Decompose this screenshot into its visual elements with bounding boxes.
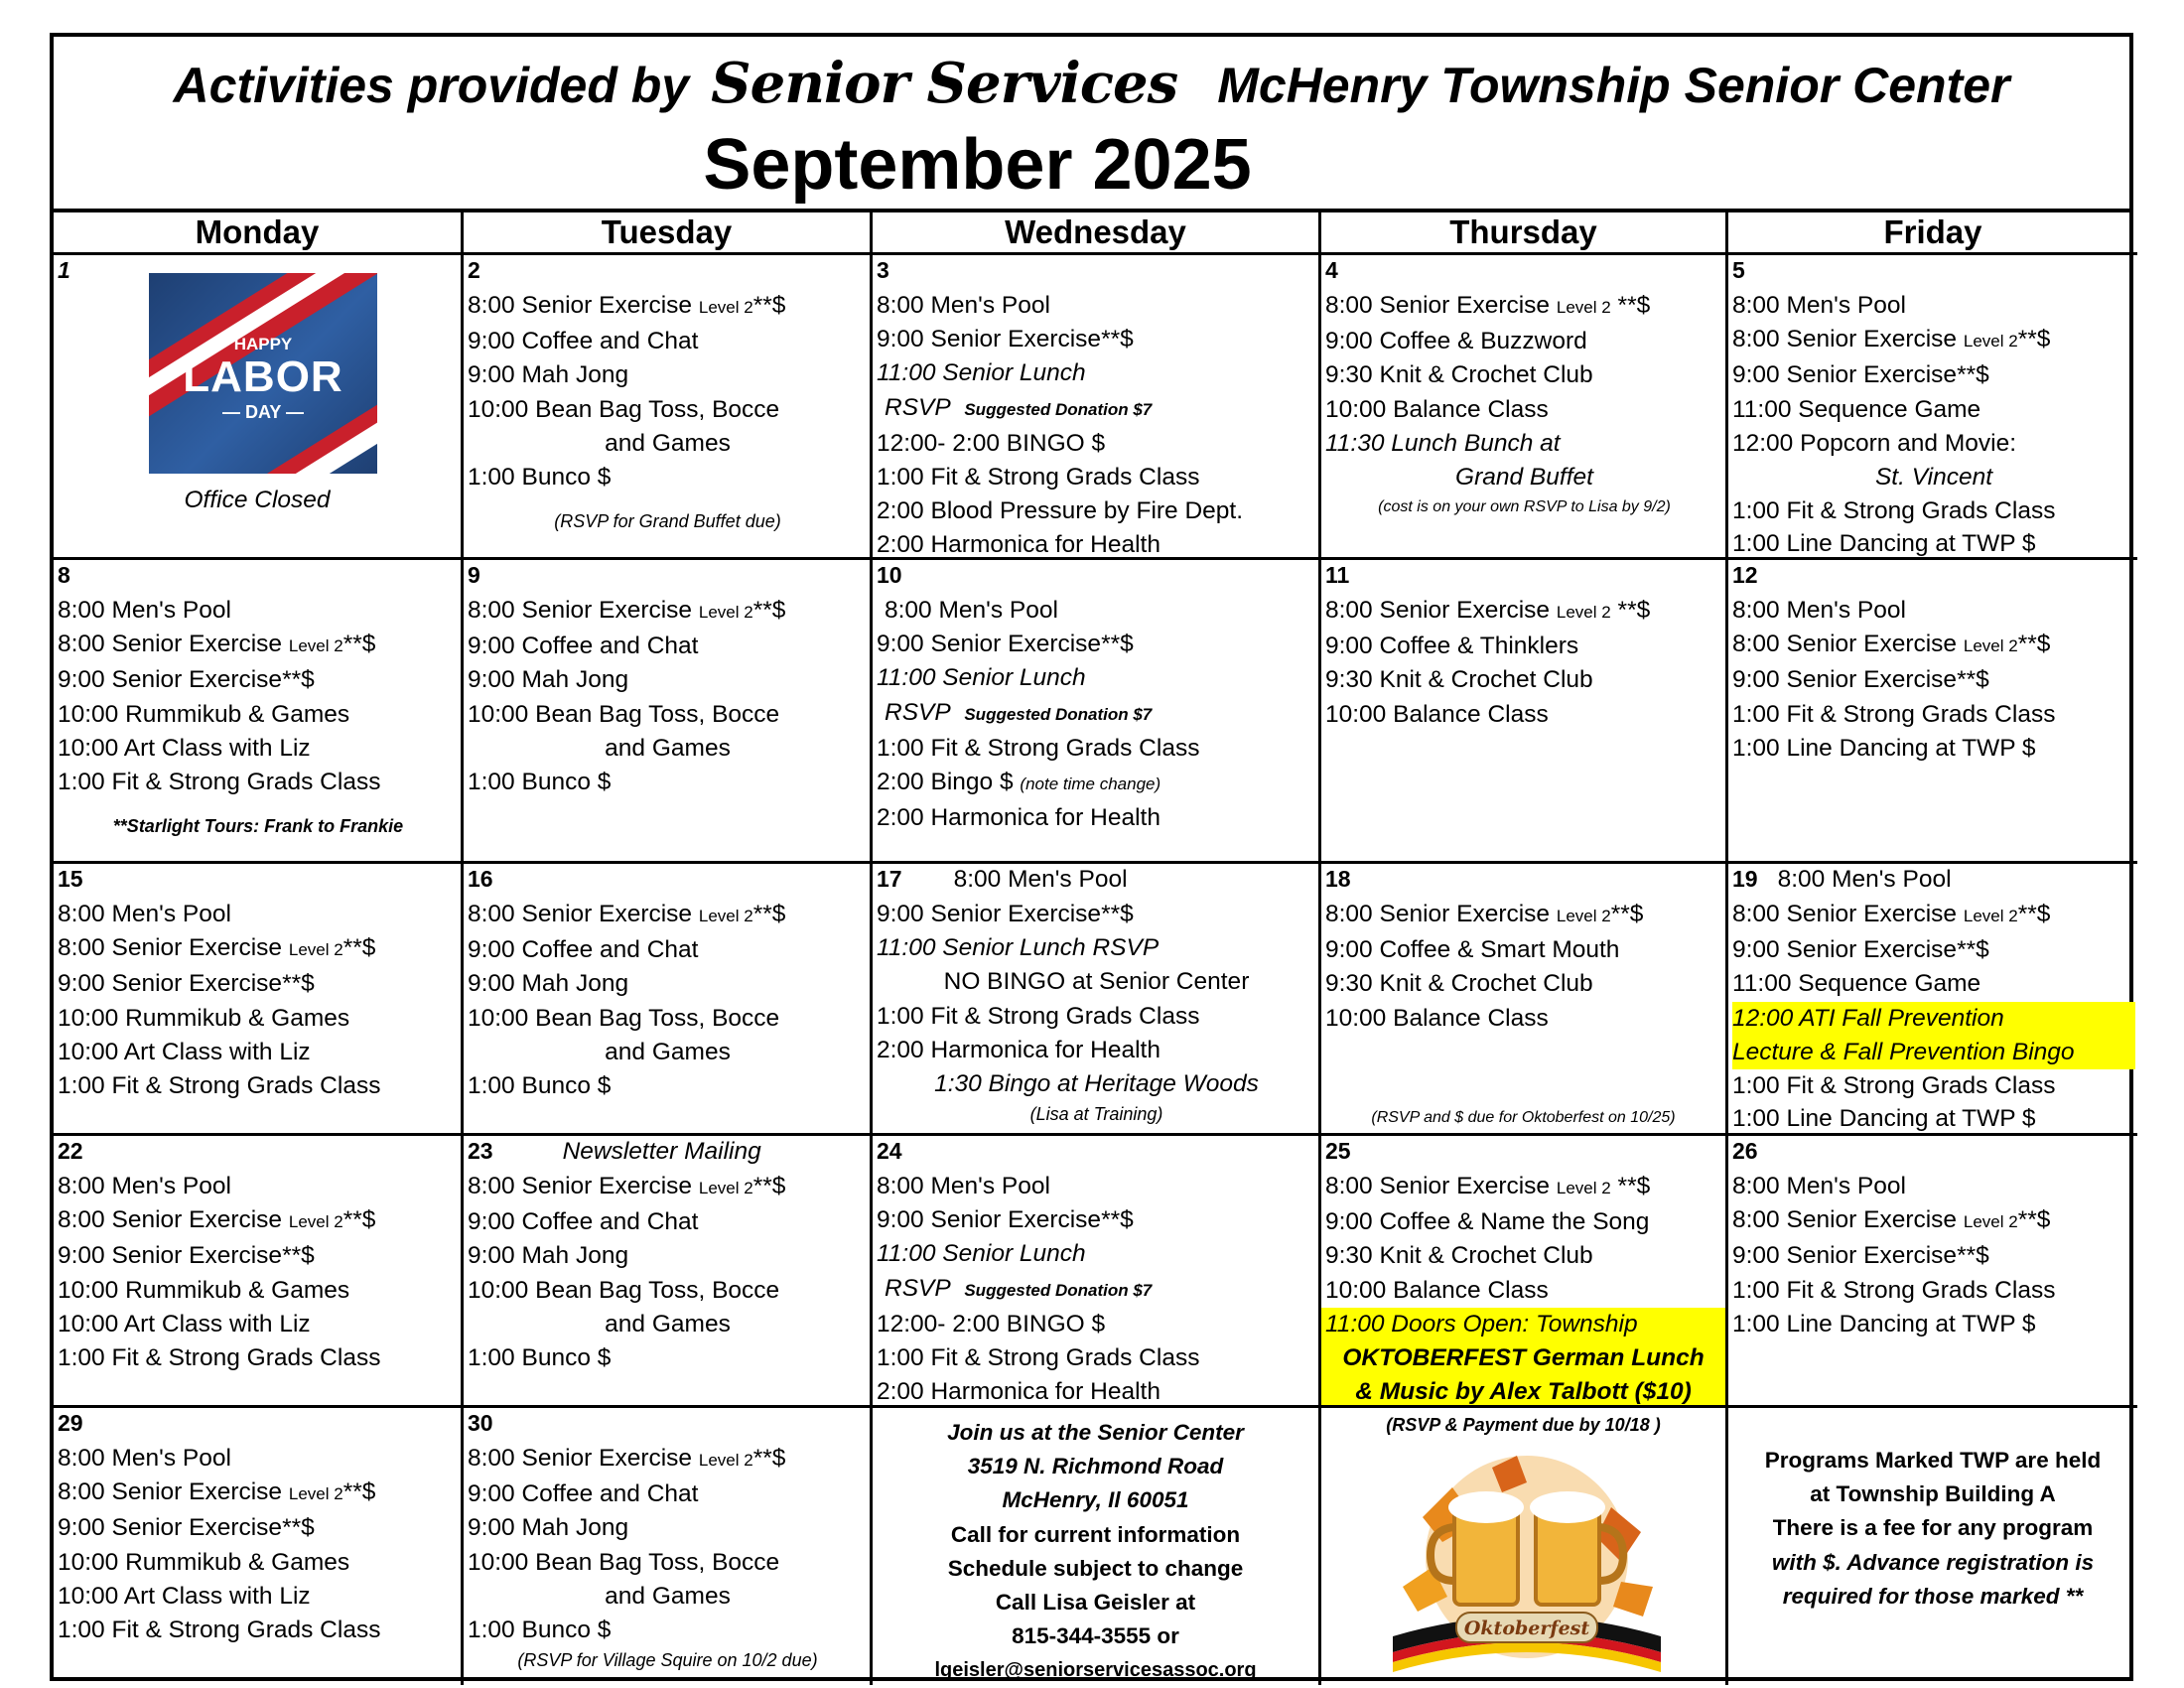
event: 9:00 Mah Jong bbox=[468, 1514, 629, 1542]
event: 9:00 Coffee and Chat bbox=[468, 936, 699, 964]
event: 8:00 Men's Pool bbox=[58, 1173, 231, 1199]
note-line: with $. Advance registration is bbox=[1771, 1549, 2095, 1575]
event-list bbox=[1732, 1170, 2135, 1341]
event: 1:00 Bunco $ bbox=[468, 1072, 612, 1100]
day-cell-22 bbox=[54, 1136, 464, 1408]
event: 1:00 Fit & Strong Grads Class bbox=[58, 1617, 381, 1644]
event: 8:00 Senior Exercise Level 2 **$ bbox=[1325, 1173, 1651, 1199]
event: 10:00 Rummikub & Games bbox=[58, 700, 350, 728]
event: 8:00 Men's Pool bbox=[1732, 292, 1906, 319]
day-cell-24 bbox=[873, 1136, 1321, 1408]
event: 8:00 Senior Exercise Level 2**$ bbox=[468, 1173, 786, 1199]
event: St. Vincent bbox=[1874, 464, 1993, 492]
event: 1:00 Fit & Strong Grads Class bbox=[877, 1344, 1200, 1372]
day-cell-12 bbox=[1728, 560, 2137, 864]
event: 10:00 Bean Bag Toss, Bocce bbox=[468, 700, 780, 728]
event: and Games bbox=[605, 1038, 731, 1065]
event: 8:00 Men's Pool bbox=[1732, 597, 1906, 624]
event: 9:00 Senior Exercise**$ bbox=[1732, 361, 1989, 389]
event-list bbox=[468, 1442, 868, 1673]
day-number: 18 bbox=[1325, 866, 1351, 892]
event: 10:00 Bean Bag Toss, Bocce bbox=[468, 1004, 780, 1032]
day-cell-29 bbox=[54, 1408, 464, 1685]
event: 1:00 Fit & Strong Grads Class bbox=[1732, 1072, 2056, 1100]
day-number: 25 bbox=[1325, 1138, 1351, 1164]
day-cell-15 bbox=[54, 864, 464, 1136]
event-highlight: OKTOBERFEST German Lunch bbox=[1321, 1341, 1725, 1375]
event: 10:00 Balance Class bbox=[1325, 1004, 1549, 1032]
note-line: Programs Marked TWP are held bbox=[1764, 1448, 2102, 1473]
event: 8:00 Men's Pool bbox=[1732, 1173, 1906, 1199]
event: 1:00 Fit & Strong Grads Class bbox=[1732, 497, 2056, 525]
day-cell-26 bbox=[1728, 1136, 2137, 1408]
event: 1:00 Bunco $ bbox=[468, 1617, 612, 1644]
event: 10:00 Balance Class bbox=[1325, 1276, 1549, 1304]
event: 1:00 Line Dancing at TWP $ bbox=[1732, 1105, 2036, 1133]
event: 1:00 Fit & Strong Grads Class bbox=[1732, 700, 2056, 728]
event: 10:00 Rummikub & Games bbox=[58, 1276, 350, 1304]
event-highlight: 11:00 Doors Open: Township bbox=[1321, 1308, 1725, 1341]
event: 9:00 Senior Exercise**$ bbox=[877, 1206, 1134, 1234]
event: 2:00 Bingo $ (note time change) bbox=[877, 769, 1161, 796]
event-list bbox=[1732, 594, 2135, 766]
event: 8:00 Senior Exercise Level 2 **$ bbox=[1325, 597, 1651, 624]
office-closed: Office Closed bbox=[184, 487, 331, 513]
event: 1:00 Fit & Strong Grads Class bbox=[1732, 1276, 2056, 1304]
note-line: There is a fee for any program bbox=[1772, 1515, 2094, 1541]
event: 8:00 Senior Exercise Level 2 **$ bbox=[1325, 292, 1651, 319]
address-line: 3519 N. Richmond Road bbox=[967, 1454, 1224, 1479]
event: 12:00- 2:00 BINGO $ bbox=[877, 1310, 1106, 1337]
event: 1:00 Fit & Strong Grads Class bbox=[58, 769, 381, 796]
labor-day-happy: HAPPY bbox=[233, 335, 293, 353]
event: 9:00 Senior Exercise**$ bbox=[1732, 936, 1989, 964]
day-cell-2 bbox=[464, 255, 873, 560]
day-header-tuesday: Tuesday bbox=[464, 212, 873, 255]
senior-center-info bbox=[873, 1408, 1321, 1685]
day-number: 29 bbox=[58, 1410, 83, 1436]
day-number: 16 bbox=[468, 866, 493, 892]
event-note: (RSVP & Payment due by 10/18 ) bbox=[1386, 1415, 1661, 1435]
event: 1:00 Bunco $ bbox=[468, 464, 612, 492]
event: 2:00 Harmonica for Health bbox=[877, 804, 1160, 832]
event: 8:00 Senior Exercise Level 2**$ bbox=[1732, 631, 2051, 658]
day-number: 26 bbox=[1732, 1138, 1758, 1164]
event: RSVP Suggested Donation $7 bbox=[885, 393, 1153, 421]
event: 1:00 Bunco $ bbox=[468, 769, 612, 796]
event: 8:00 Senior Exercise Level 2**$ bbox=[1732, 326, 2051, 353]
event: 1:00 Fit & Strong Grads Class bbox=[877, 1002, 1200, 1030]
event-list bbox=[58, 594, 459, 839]
event: 9:00 Coffee & Smart Mouth bbox=[1325, 936, 1620, 964]
event-list bbox=[1325, 1170, 1725, 1408]
event: 9:00 Mah Jong bbox=[468, 970, 629, 998]
event: 9:00 Senior Exercise**$ bbox=[58, 666, 315, 694]
event: 8:00 Men's Pool bbox=[58, 1445, 231, 1472]
day-header-thursday: Thursday bbox=[1321, 212, 1728, 255]
oktoberfest-logo-text: Oktoberfest bbox=[1463, 1618, 1590, 1639]
event: 11:00 Senior Lunch bbox=[877, 359, 1086, 387]
event: 8:00 Senior Exercise Level 2**$ bbox=[468, 901, 786, 927]
event: 10:00 Rummikub & Games bbox=[58, 1548, 350, 1576]
event: 9:00 Coffee & Name the Song bbox=[1325, 1208, 1650, 1236]
event: 9:00 Coffee and Chat bbox=[468, 1480, 699, 1508]
event: 9:30 Knit & Crochet Club bbox=[1325, 1242, 1593, 1270]
event-list bbox=[468, 1170, 868, 1375]
event: 9:00 Senior Exercise**$ bbox=[1732, 666, 1989, 694]
event: 8:00 Senior Exercise Level 2**$ bbox=[468, 1445, 786, 1472]
event: 1:30 Bingo at Heritage Woods bbox=[934, 1070, 1259, 1098]
event: 9:00 Coffee & Thinklers bbox=[1325, 633, 1579, 660]
event: 9:00 Senior Exercise**$ bbox=[877, 326, 1134, 353]
day-cell-4 bbox=[1321, 255, 1728, 560]
event: and Games bbox=[605, 1582, 731, 1610]
event: 10:00 Balance Class bbox=[1325, 395, 1549, 423]
day-number: 30 bbox=[468, 1410, 493, 1436]
event: 9:00 Coffee and Chat bbox=[468, 633, 699, 660]
event: 9:00 Senior Exercise**$ bbox=[58, 1514, 315, 1542]
event: RSVP Suggested Donation $7 bbox=[885, 1274, 1153, 1302]
event: 10:00 Balance Class bbox=[1325, 700, 1549, 728]
event: 8:00 Senior Exercise Level 2**$ bbox=[468, 292, 786, 319]
event-note: (RSVP for Village Squire on 10/2 due) bbox=[517, 1650, 818, 1671]
day-cell-11 bbox=[1321, 560, 1728, 864]
event: 9:30 Knit & Crochet Club bbox=[1325, 666, 1593, 694]
event: Grand Buffet bbox=[1455, 464, 1593, 492]
event-list bbox=[1325, 898, 1723, 1036]
event: 10:00 Bean Bag Toss, Bocce bbox=[468, 1276, 780, 1304]
day-number: 19 8:00 Men's Pool bbox=[1732, 866, 1952, 893]
event: 9:30 Knit & Crochet Club bbox=[1325, 970, 1593, 998]
event-highlight: 12:00 ATI Fall Prevention bbox=[1732, 1002, 2135, 1036]
program-notes bbox=[1728, 1408, 2137, 1685]
day-cell-10 bbox=[873, 560, 1321, 864]
event-list bbox=[877, 898, 1316, 1127]
event: 9:00 Coffee & Buzzword bbox=[1325, 328, 1587, 355]
day-number: 3 bbox=[877, 257, 889, 283]
event: 8:00 Senior Exercise Level 2**$ bbox=[58, 1478, 376, 1506]
event-note: (cost is on your own RSVP to Lisa by 9/2) bbox=[1378, 498, 1671, 516]
event: 1:00 Fit & Strong Grads Class bbox=[58, 1344, 381, 1372]
event: and Games bbox=[605, 1310, 731, 1337]
event: 11:00 Senior Lunch bbox=[877, 664, 1086, 692]
note-line: required for those marked ** bbox=[1782, 1583, 2084, 1609]
event: 8:00 Men's Pool bbox=[877, 1173, 1050, 1199]
day-cell-1 bbox=[54, 255, 464, 560]
event-list bbox=[1325, 594, 1723, 732]
event: 9:00 Mah Jong bbox=[468, 1242, 629, 1270]
event: 10:00 Art Class with Liz bbox=[58, 1038, 311, 1065]
labor-day-day: — DAY — bbox=[221, 402, 305, 422]
day-number: 4 bbox=[1325, 257, 1338, 283]
event: 1:00 Fit & Strong Grads Class bbox=[58, 1072, 381, 1100]
event: 10:00 Bean Bag Toss, Bocce bbox=[468, 1548, 780, 1576]
header-line bbox=[54, 51, 2129, 116]
event: 8:00 Men's Pool bbox=[877, 292, 1050, 319]
event: 8:00 Senior Exercise Level 2**$ bbox=[1732, 1206, 2051, 1234]
day-cell-3 bbox=[873, 255, 1321, 560]
day-number: 9 bbox=[468, 562, 480, 588]
event: 12:00- 2:00 BINGO $ bbox=[877, 429, 1106, 457]
event: 11:00 Sequence Game bbox=[1732, 395, 1981, 423]
event: 1:00 Line Dancing at TWP $ bbox=[1732, 530, 2036, 558]
event: 9:00 Mah Jong bbox=[468, 361, 629, 389]
event: 8:00 Senior Exercise Level 2**$ bbox=[1732, 901, 2051, 927]
event: 9:00 Senior Exercise**$ bbox=[877, 631, 1134, 658]
info-line: Call Lisa Geisler at bbox=[995, 1590, 1196, 1616]
day-number: 8 bbox=[58, 562, 70, 588]
day-cell-23 bbox=[464, 1136, 873, 1408]
day-number: 11 bbox=[1325, 562, 1350, 588]
event: NO BINGO at Senior Center bbox=[943, 968, 1250, 996]
event: 11:30 Lunch Bunch at bbox=[1325, 429, 1561, 457]
info-line: Join us at the Senior Center bbox=[947, 1420, 1244, 1445]
event-list bbox=[468, 594, 868, 799]
notes-block bbox=[1728, 1444, 2137, 1614]
event-list bbox=[58, 1442, 459, 1647]
day-cell-5 bbox=[1728, 255, 2137, 560]
event: and Games bbox=[605, 429, 731, 457]
event: 9:00 Mah Jong bbox=[468, 666, 629, 694]
event: RSVP Suggested Donation $7 bbox=[885, 698, 1153, 726]
day-header-friday: Friday bbox=[1728, 212, 2137, 255]
event: 10:00 Art Class with Liz bbox=[58, 1582, 311, 1610]
oktoberfest-image bbox=[1383, 1448, 1671, 1672]
labor-day-labor: LABOR bbox=[183, 352, 343, 401]
event: 1:00 Fit & Strong Grads Class bbox=[877, 464, 1200, 492]
event-list bbox=[877, 1170, 1316, 1408]
calendar-header bbox=[50, 33, 2133, 210]
event: 9:00 Senior Exercise**$ bbox=[58, 1242, 315, 1270]
event: 10:00 Art Class with Liz bbox=[58, 1310, 311, 1337]
day-cell-8 bbox=[54, 560, 464, 864]
city-line: McHenry, Il 60051 bbox=[1002, 1487, 1189, 1513]
event-list bbox=[877, 289, 1316, 560]
event-list bbox=[58, 1170, 459, 1375]
info-line: Schedule subject to change bbox=[947, 1555, 1244, 1581]
event: 10:00 Bean Bag Toss, Bocce bbox=[468, 395, 780, 423]
event: 9:00 Senior Exercise**$ bbox=[1732, 1242, 1989, 1270]
day-number: 24 bbox=[877, 1138, 902, 1164]
contact-info bbox=[873, 1416, 1318, 1685]
day-cell-18 bbox=[1321, 864, 1728, 1136]
day-header-wednesday: Wednesday bbox=[873, 212, 1321, 255]
event: 8:00 Senior Exercise Level 2**$ bbox=[58, 631, 376, 658]
event: 9:00 Coffee and Chat bbox=[468, 1208, 699, 1236]
month-title: September 2025 bbox=[703, 125, 1252, 205]
event: 8:00 Men's Pool bbox=[58, 901, 231, 927]
event-list bbox=[1732, 289, 2135, 559]
event: 12:00 Popcorn and Movie: bbox=[1732, 429, 2017, 457]
event: 8:00 Senior Exercise Level 2**$ bbox=[58, 1206, 376, 1234]
day-number: 22 bbox=[58, 1138, 83, 1164]
event: 10:00 Art Class with Liz bbox=[58, 734, 311, 762]
event: 2:00 Harmonica for Health bbox=[877, 1036, 1160, 1063]
day-number: 17 8:00 Men's Pool bbox=[877, 866, 1128, 893]
event: 1:00 Fit & Strong Grads Class bbox=[877, 734, 1200, 762]
day-cell-25 bbox=[1321, 1136, 1728, 1408]
event: 8:00 Men's Pool bbox=[885, 597, 1058, 624]
event: 8:00 Senior Exercise Level 2**$ bbox=[1325, 901, 1644, 927]
day-number: 23 Newsletter Mailing bbox=[468, 1138, 761, 1165]
event-highlight: & Music by Alex Talbott ($10) bbox=[1321, 1375, 1725, 1408]
day-number: 15 bbox=[58, 866, 83, 892]
brand-logo-text: Senior Services bbox=[711, 51, 1178, 116]
event: 2:00 Blood Pressure by Fire Dept. bbox=[877, 497, 1244, 525]
labor-day-image bbox=[149, 273, 377, 474]
event: 8:00 Senior Exercise Level 2**$ bbox=[58, 934, 376, 962]
event: 1:00 Bunco $ bbox=[468, 1344, 612, 1372]
day-header-monday: Monday bbox=[54, 212, 464, 255]
event-list bbox=[1325, 289, 1723, 520]
day-number: 10 bbox=[877, 562, 902, 588]
event: 8:00 Senior Exercise Level 2**$ bbox=[468, 597, 786, 624]
event-list bbox=[58, 898, 459, 1103]
day-cell-17 bbox=[873, 864, 1321, 1136]
event-list bbox=[468, 289, 868, 534]
event: 11:00 Senior Lunch bbox=[877, 1240, 1086, 1268]
event: 10:00 Rummikub & Games bbox=[58, 1004, 350, 1032]
info-line: Call for current information bbox=[950, 1521, 1241, 1547]
day-cell-19 bbox=[1728, 864, 2137, 1136]
event: 9:00 Senior Exercise**$ bbox=[58, 970, 315, 998]
event-list bbox=[1732, 898, 2135, 1134]
event: 9:30 Knit & Crochet Club bbox=[1325, 361, 1593, 389]
event: 1:00 Line Dancing at TWP $ bbox=[1732, 734, 2036, 762]
day-number: 5 bbox=[1732, 257, 1745, 283]
event: 8:00 Men's Pool bbox=[58, 597, 231, 624]
event: 11:00 Senior Lunch RSVP bbox=[877, 934, 1160, 962]
day-number: 1 bbox=[58, 257, 70, 283]
event-note: **Starlight Tours: Frank to Frankie bbox=[112, 816, 404, 837]
day-cell-16 bbox=[464, 864, 873, 1136]
center-name: McHenry Township Senior Center bbox=[1217, 58, 2010, 113]
calendar-grid bbox=[50, 209, 2133, 1681]
event: 1:00 Line Dancing at TWP $ bbox=[1732, 1310, 2036, 1337]
event-list bbox=[877, 594, 1316, 835]
event: 11:00 Sequence Game bbox=[1732, 970, 1981, 998]
event-note: (RSVP and $ due for Oktoberfest on 10/25) bbox=[1371, 1109, 1676, 1126]
event-highlight: Lecture & Fall Prevention Bingo bbox=[1732, 1036, 2135, 1069]
oktoberfest-cell bbox=[1321, 1408, 1728, 1685]
phone-line: 815-344-3555 or bbox=[1012, 1623, 1179, 1649]
note-line: at Township Building A bbox=[1810, 1481, 2056, 1507]
event: 9:00 Coffee and Chat bbox=[468, 328, 699, 355]
event: 9:00 Senior Exercise**$ bbox=[877, 901, 1134, 927]
day-number: 2 bbox=[468, 257, 480, 283]
header-prefix: Activities provided by bbox=[173, 58, 690, 113]
event-list bbox=[468, 898, 868, 1103]
day-cell-9 bbox=[464, 560, 873, 864]
day-cell-30 bbox=[464, 1408, 873, 1685]
event: 2:00 Harmonica for Health bbox=[877, 1378, 1160, 1406]
event: and Games bbox=[605, 734, 731, 762]
event-note: (Lisa at Training) bbox=[1029, 1104, 1163, 1125]
event: 2:00 Harmonica for Health bbox=[877, 531, 1160, 559]
email-line: lgeisler@seniorservicesassoc.org bbox=[934, 1659, 1257, 1682]
event-note: (RSVP for Grand Buffet due) bbox=[554, 511, 781, 532]
day-number: 12 bbox=[1732, 562, 1758, 588]
